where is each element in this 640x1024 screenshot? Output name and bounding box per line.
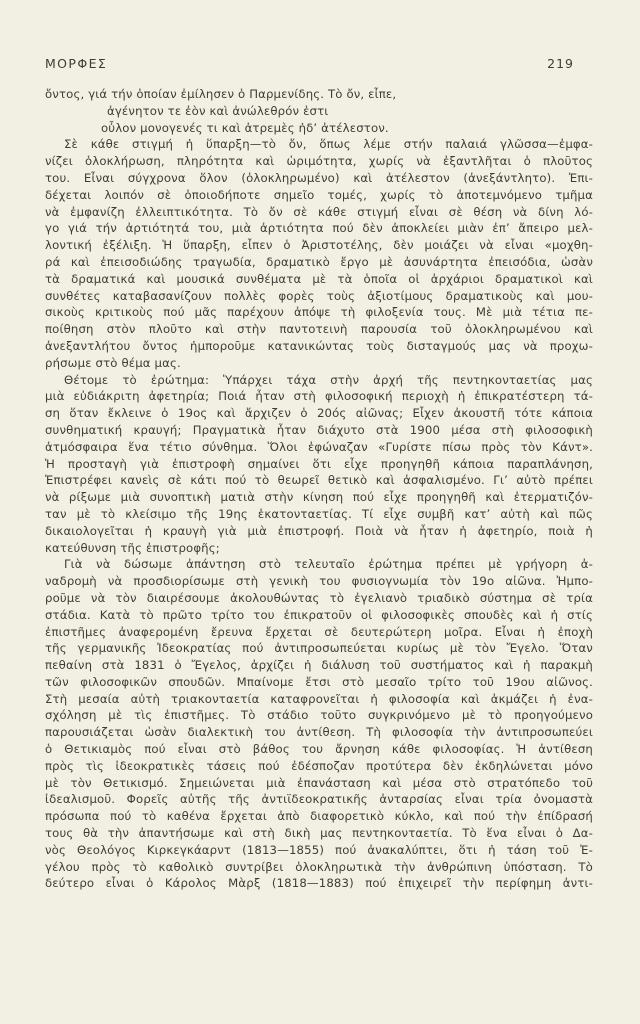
text-line: Στὴ μεσαία αὐτὴ τριακονταετία καταφρονεῖται ἡ φιλοσοφία καὶ ἀκμάζει ἡ ἐνα- xyxy=(45,691,593,706)
text-line: ἀτμόσφαιρα ἕνα τέτιο σύνθημα. Ὅλοι ἐφώναζαν «Γυρίστε πίσω πρὸς τὸν Κάντ». xyxy=(45,439,593,454)
text-line: τῶν φιλοσοφικῶν σπουδῶν. Μπαίνομε ἔτσι στὸ μεσαῖο τρίτο τοῦ 19ου αἰῶνος. xyxy=(45,674,593,689)
text-line: τῆς γερμανικῆς Ἰδεοκρατίας πού ἀντιπροσωπεύεται κυρίως μὲ τὸν Ἔγελο. Ὅταν xyxy=(45,641,593,656)
text-line: μιὰ εὐδιάκριτη ἀφετηρία; Ποιά ἦταν στὴ φιλοσοφική περιοχὴ ἡ ἐπικρατέστερη τά- xyxy=(45,389,593,404)
text-line: νίζει ὁλοκλήρωση, πληρότητα καὶ ὡριμότητα, χωρίς νὰ ἐξαντλῆται ὁ πλοῦτος xyxy=(45,154,593,169)
text-line: συνθηματική κραυγή; Πραγματικὰ ἦταν διάχυτο στὰ 1900 μέσα στὴ φιλοσοφικὴ xyxy=(45,422,593,437)
text-line: κατεύθυνση τῆς ἐπιστροφῆς; xyxy=(45,540,220,555)
text-line: ρά καὶ ἐπεισοδιώδης τραγωδία, δραματικὸ ἔργο μὲ ἀσυνάρτητα ἐπεισόδια, ὡσὰν xyxy=(45,254,593,269)
text-line: συνθέτες καταβασανίζουν πολλὲς φορὲς τοὺς ἀξιοτίμους δραματικοὺς καὶ μου- xyxy=(45,288,593,303)
text-line: παρουσιάζεται ὡσὰν διαλεκτικὴ του ἀντίθεση. Τὴ φιλοσοφία τὴν ἀντιπροσωπεύει xyxy=(45,725,593,740)
text-line: οὖλον μονογενές τι καὶ ἀτρεμὲς ἠδ’ ἀτέλεστον. xyxy=(101,120,389,135)
text-line: ναδρομὴ νὰ προσδιορίσωμε στὴ γενικὴ του φυσιογνωμία τὸν 19ο αἰῶνα. Ἠμπο- xyxy=(45,574,593,589)
text-line: τους θὰ τὴν ἀπαντήσωμε καὶ στὴ δικὴ μας πεντηκονταετία. Τὸ ἕνα εἶναι ὁ Δα- xyxy=(45,826,593,841)
text-column xyxy=(45,86,593,892)
text-line: γο γιά τήν ἀρτιότητά του, μιὰ ἀρτιότητα πού δὲν ἀποκλείει μιὰν ἐπ’ ἄπειρο μελ- xyxy=(45,221,593,236)
text-line: δέχεται λοιπόν σὲ ὁποιοδήποτε σημεῖο τομές, χωρίς τὸ ἀποτεμνόμενο τμῆμα xyxy=(45,187,593,202)
text-line: Ἡ προσταγὴ γιὰ ἐπιστροφὴ σημαίνει ὅτι εἶχε προηγηθῆ κάποια παραπλάνηση, xyxy=(45,456,593,471)
text-line: σικοὺς κριτικοὺς πού μᾶς παρέχουν ἀπόψε τὴ φιλοξενία τους. Μὲ μιὰ τέτια πε- xyxy=(45,305,593,320)
text-line: Θέτομε τὸ ἐρώτημα: Ὑπάρχει τάχα στὴν ἀρχή τῆς πεντηκονταετίας μας xyxy=(64,372,593,387)
running-title: ΜΟΡΦΕΣ xyxy=(45,56,108,71)
running-header xyxy=(45,56,593,71)
text-line: νὸς Θεολόγος Κιρκεγκάαρντ (1813—1855) πού ἀνακαλύπτει, ὅτι ἡ τάση τοῦ Ἐ- xyxy=(45,842,593,857)
text-line: δεύτερο εἶναι ὁ Κάρολος Μὰρξ (1818—1883) πού ἐπιχειρεῖ τὴν περίφημη ἀντι- xyxy=(45,876,593,891)
text-line: ὄντος, γιά τήν ὁποίαν ἐμίλησεν ὁ Παρμενίδης. Τὸ ὄν, εἶπε, xyxy=(45,87,397,101)
text-line: του. Εἶναι σύγχρονα ὅλον (ὁλοκληρωμένο) καὶ ἀτέλεστον (ἀνεξάντλητο). Ἐπι- xyxy=(45,170,593,185)
text-line: λοντική ἐξέλιξη. Ἡ ὕπαρξη, εἶπεν ὁ Ἀριστοτέλης, δὲν μοιάζει νὰ εἶναι «μοχθη- xyxy=(45,238,593,253)
text-line: σχόληση μὲ τὶς ἐπιστῆμες. Τὸ στάδιο τοῦτο συγκρινόμενο μὲ τὸ προηγούμενο xyxy=(45,708,593,723)
text-line: Ἐπιστρέφει κανεὶς σὲ κάτι πού τὸ θεωρεῖ θετικὸ καὶ ἀσφαλισμένο. Γι’ αὐτὸ πρέπει xyxy=(45,473,593,488)
text-line: πρὸς τὶς ἰδεοκρατικὲς τάσεις πού ἐδέσποζαν προτύτερα δὲν ἐκδηλώνεται μόνο xyxy=(45,758,593,773)
text-line: ἐπιστῆμες ἀναφερομένη ἔρευνα ἔρχεται σὲ δευτερώτερη μοῖρα. Εἶναι ἡ ἐποχὴ xyxy=(45,624,593,639)
text-line: γέλου πρὸς τὸ καθολικὸ συντρίβει ὁλοκληρωτικὰ τὴν ἀνθρώπινη ὑπόσταση. Τὸ xyxy=(45,859,593,874)
text-line: ρήσωμε στὸ θέμα μας. xyxy=(45,355,181,370)
text-line: Σὲ κάθε στιγμή ἡ ὕπαρξη—τὸ ὄν, ὅπως λέμε στήν παλαιά γλῶσσα—ἐμφα- xyxy=(64,137,593,152)
text-line: ἰδεαλισμοῦ. Φορεῖς αὐτῆς τῆς ἀντιϊδεοκρατικῆς ἀνταρσίας εἶναι τρία ὀνομαστὰ xyxy=(45,792,593,807)
text-line: μὲ τὸν Θετικισμό. Σημειώνεται μιὰ ἐπανάσταση καὶ μέσα στὸ στρατόπεδο τοῦ xyxy=(45,775,593,790)
text-line: Γιὰ νὰ δώσωμε ἀπάντηση στὸ τελευταῖο ἐρώτημα πρέπει μὲ γρήγορη ἀ- xyxy=(64,557,593,572)
text-line: ποίθηση στὸν πλοῦτο καὶ στὴν παντοτεινὴ παρουσία τοῦ ὁλοκληρωμένου καὶ xyxy=(45,322,593,337)
text-line: ὁ Θετικιαμὸς πού εἶναι στὸ βάθος του ἄρνηση κάθε φιλοσοφίας. Ἡ ἀντίθεση xyxy=(45,742,593,757)
text-line: ἀγένητον τε ἐὸν καὶ ἀνώλεθρόν ἐστι xyxy=(107,103,329,118)
text-line: δικαιολογεῖται ἡ κραυγὴ γιὰ μιὰ ἐπιστροφή. Ποιὰ νὰ ἦταν ἡ ἀφετηρίο, ποιὰ ἡ xyxy=(45,523,593,538)
text-line: στάδια. Κατὰ τὸ πρῶτο τρίτο του ἐπικρατοῦν οἱ φιλοσοφικὲς σπουδὲς καὶ ἡ στίς xyxy=(45,607,593,622)
text-line: ροῦμε νὰ τὸν διαιρέσουμε ἀκολουθώντας τὸ ἐγελιανὸ τριαδικὸ σύστημα σὲ τρία xyxy=(45,590,593,605)
text-line: ἀνεξαντλήτου ὄντος ἠμποροῦμε κατανικώντας τοὺς δισταγμούς μας νὰ προχω- xyxy=(45,338,593,353)
text-line: ταν μὲ τὸ κλείσιμο τῆς 19ης ἑκατονταετίας. Τί εἶχε συμβῆ κατ’ αὐτὴ καὶ πῶς xyxy=(45,506,593,521)
text-line: πρόσωπα πού τὸ καθένα ἔρχεται ἀπὸ διαφορετικὸ κύκλο, καὶ πού τὴν ἐπίδρασή xyxy=(45,809,593,824)
text-line: πεθαίνη στὰ 1831 ὁ Ἔγελος, ἀρχίζει ἡ διάλυση τοῦ συστήματος καὶ ἡ παρακμὴ xyxy=(45,658,593,673)
text-line: νὰ ρίξωμε μιὰ συνοπτικὴ ματιὰ στὴν κίνηση πού εἶχε προηγηθῆ καὶ ἐτερματιζόν- xyxy=(45,490,593,505)
text-line: τὰ δραματικά καὶ μουσικά συνθέματα μὲ τὰ ὁποῖα οἱ ἀρχάριοι δραματικοὶ καὶ xyxy=(45,271,593,286)
text-line: ση ὅταν ἔκλεινε ὁ 19ος καὶ ἄρχιζεν ὁ 20ός αἰῶνας; Εἶχεν ἀκουστῆ τότε κάποια xyxy=(45,406,593,421)
text-line: νὰ ἐμφανίζη ἐλλειπτικότητα. Τὸ ὄν σὲ κάθε στιγμή εἶναι σὲ θέση νὰ δίνη λό- xyxy=(45,204,593,219)
page-number: 219 xyxy=(547,56,574,71)
